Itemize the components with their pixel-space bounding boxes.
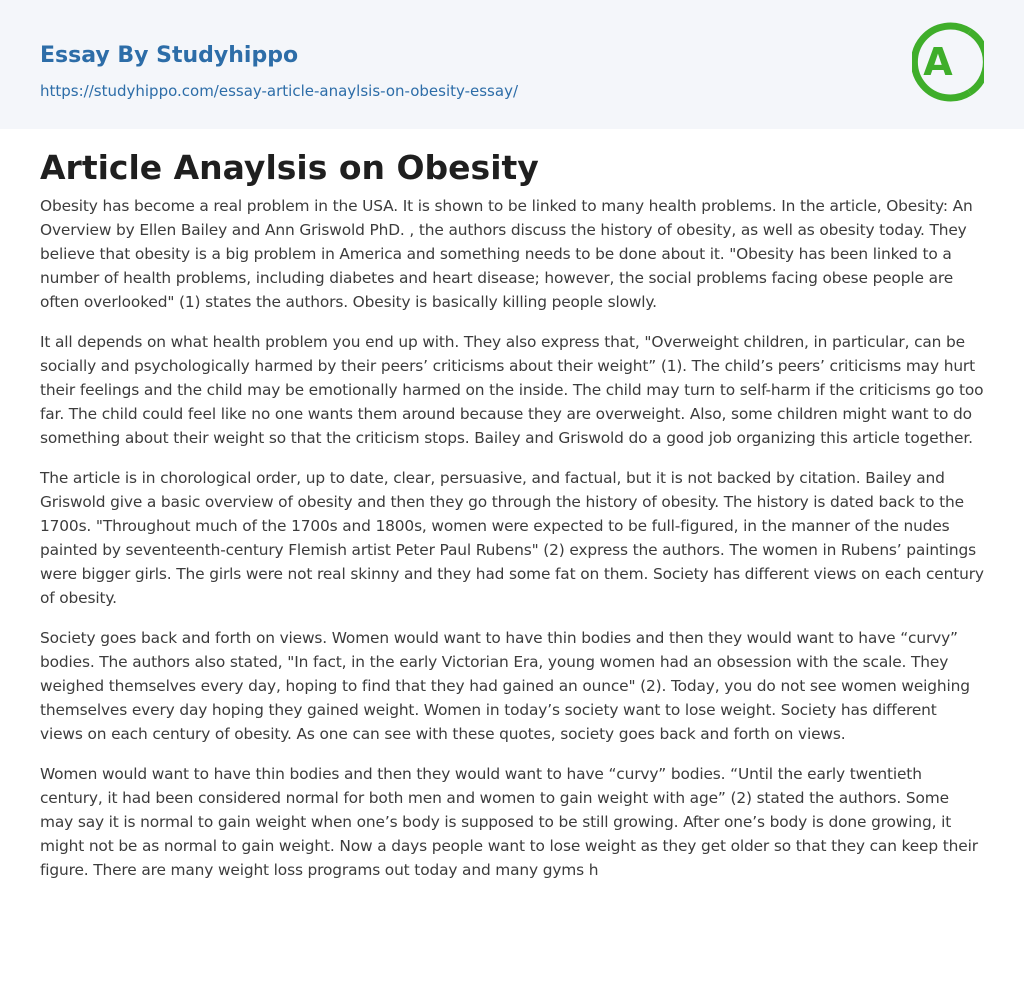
paragraph-1: Obesity has become a real problem in the USA. It is shown to be linked to many health problems. In the article, Obesity: An Overview by Ellen Bailey and Ann Griswold PhD. , the authors discuss the history of obesity, as well as obesity today. They believe that obesity is a big problem in America and something needs to be done about it. "Obesity has been linked to a number of health problems, including diabetes and heart disease; however, the social problems facing obese people are often overlooked" (1) states the authors. Obesity is basically killing people slowly.	[40, 197, 973, 311]
paragraph-5: Women would want to have thin bodies and then they would want to have “curvy” bodies. “Until the early twentieth century, it had been considered normal for both men and women to gain weight with age” (2) stated the authors. Some may say it is normal to gain weight when one’s body is supposed to be still growing. After one’s body is done growing, it might not be as normal to gain weight. Now a days people want to lose weight as they get older so that they can keep their figure. There are many weight loss programs out today and many gyms h	[40, 765, 978, 879]
site-title[interactable]: Essay By Studyhippo	[40, 43, 299, 68]
article-url-link[interactable]: https://studyhippo.com/essay-article-anaylsis-on-obesity-essay/	[40, 82, 518, 100]
paragraph-2: It all depends on what health problem you end up with. They also express that, "Overweight children, in particular, can be socially and psychologically harmed by their peers’ criticisms about their weight” (1). The child’s peers’ criticisms may hurt their feelings and the child may be emotionally harmed on the inside. The child may turn to self-harm if the criticisms go too far. The child could feel like no one wants them around because they are overweight. Also, some children might want to do something about their weight so that the criticism stops. Bailey and Griswold do a good job organizing this article together.	[40, 333, 984, 447]
site-header	[0, 0, 1024, 129]
paragraph-3: The article is in chorological order, up to date, clear, persuasive, and factual, but it is not backed by citation. Bailey and Griswold give a basic overview of obesity and then they go through the history of obesity. The history is dated back to the 1700s. "Throughout much of the 1700s and 1800s, women were expected to be full-figured, in the manner of the nudes painted by seventeenth-century Flemish artist Peter Paul Rubens" (2) express the authors. The women in Rubens’ paintings were bigger girls. The girls were not real skinny and they had some fat on them. Society has different views on each century of obesity.	[40, 469, 984, 607]
article-title: Article Anaylsis on Obesity	[40, 148, 539, 187]
article-body	[0, 146, 1024, 882]
studyhippo-logo-icon[interactable]	[912, 20, 984, 104]
logo-letter: A	[923, 40, 953, 84]
paragraph-4: Society goes back and forth on views. Women would want to have thin bodies and then they would want to have “curvy” bodies. The authors also stated, "In fact, in the early Victorian Era, young women had an obsession with the scale. They weighed themselves every day, hoping to find that they had gained an ounce" (2). Today, you do not see women weighing themselves every day hoping they gained weight. Women in today’s society want to lose weight. Society has different views on each century of obesity. As one can see with these quotes, society goes back and forth on views.	[40, 629, 970, 743]
